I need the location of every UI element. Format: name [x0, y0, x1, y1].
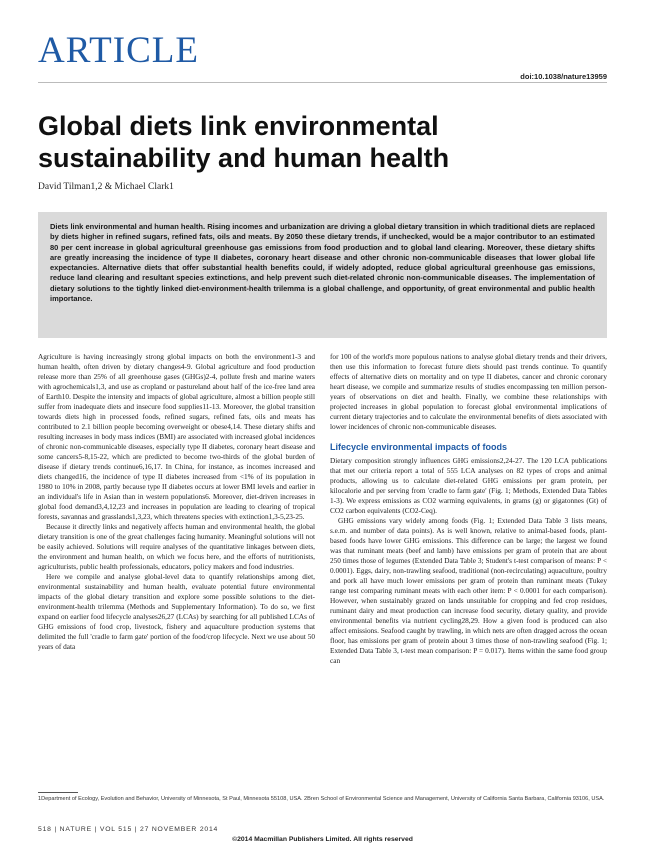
body-paragraph: Dietary composition strongly influences GHG emissions2,24-27. The 120 LCA publications that met our criteria report a total of 555 LCA analyses on 82 types of crops and animal products, allowing us to calculate diet-related GHG emissions per gram protein, per kilocalorie and per serving from 'cradle to farm gate' (Fig. 1; Methods, Extended Data Tables 1-3). We express emissions as CO2 warming equivalents, in grams (g) or gigatonnes (Gt) of CO2 carbon equivalents (CO2-Ceq). [330, 456, 607, 515]
affiliations-footnote: 1Department of Ecology, Evolution and Behavior, University of Minnesota, St Paul, Minnesota 55108, USA. 2Bren School of Environmental Science and Management, University of California Santa Barbara, California 93106, USA. [38, 796, 605, 802]
body-paragraph: Here we compile and analyse global-level data to quantify relationships among diet, environmental sustainability and human health, evaluate potential future environmental impacts of the global dietary transition and explore some possible solutions to the diet-environment-health trilemma (Methods and Supplementary Information). To do so, we first expand on earlier food lifecycle analyses26,27 (LCAs) by searching for all published LCAs of GHG emissions of food crop, livestock, fishery and aquaculture production systems that delimited the full 'cradle to farm gate' portion of the food/crop lifecycle. Next we use about 50 years of data [38, 572, 315, 651]
body-paragraph: Agriculture is having increasingly strong global impacts on both the environment1-3 and human health, often driven by dietary changes4-9. Global agriculture and food production release more than 25% of all greenhouse gases (GHGs)2-4, pollute fresh and marine waters with agrochemicals1,3, and use as cropland or pastureland about half of the ice-free land area of Earth10. Despite the intensity and impacts of global agriculture, almost a billion people still suffer from inadequate diets and insecure food supplies11-13. Moreover, the global transition towards diets high in processed foods, refined sugars, refined fats, oils and meats has contributed to 2.1 billion people becoming overweight or obese4,14. These dietary shifts and resulting increases in body mass indices (BMI) are associated with increased global incidences of chronic non-communicable diseases, especially type II diabetes, coronary heart disease and some cancers5-8,15-22, which are predicted to become two-thirds of the global burden of disease if dietary trends continue6,16,17. In China, for instance, as incomes increased and diets changed16, the incidence of type II diabetes increased from <1% of its population in 1980 to 10% in 2008, partly because type II diabetes occurs at lower BMI levels and earlier in an individual's life in Asian than in western populations6. Moreover, diet-driven increases in global food demand3,4,12,23 and increases in population are leading to clearing of tropical forests, savannas and grasslands1,3,23, which threatens species with extinction1,3-5,23-25. [38, 352, 315, 521]
copyright-notice: ©2014 Macmillan Publishers Limited. All rights reserved [232, 836, 413, 843]
body-paragraph: GHG emissions vary widely among foods (Fig. 1; Extended Data Table 3 lists means, s.e.m. and number of data points). As is well known, relative to animal-based foods, plant-based foods have lower GHG emissions. This difference can be large; the largest we found was that ruminant meats (beef and lamb) have emissions per gram of protein that are about 250 times those of legumes (Extended Data Table 3; Student's t-test comparison of means: P < 0.0001). Eggs, dairy, non-trawling seafood, traditional (non-recirculating) aquaculture, poultry and pork all have much lower emissions per gram of protein than ruminant meats (Tukey range test comparing ruminant meats with each other item: P < 0.0001 for each comparison). However, when sustainably grazed on lands unsuitable for cropping and fed crop residues, ruminant dairy and meat production can increase food security, dietary quality, and provide environmental benefits via nutrient cycling28,29. How a given food is produced can also affect emissions. Seafood caught by trawling, in which nets are often dragged across the ocean floor, has emissions per gram of protein about 3 times those of non-trawling seafood (Fig. 1; Extended Data Table 3, t-test mean comparison: P = 0.017). Items within the same food group can [330, 516, 607, 665]
body-paragraph: Because it directly links and negatively affects human and environmental health, the global dietary transition is one of the great challenges facing humanity. Meaningful solutions will not be easily achieved. Solutions will require analyses of the quantitative linkages between diets, the environment and human health, on which we focus here, and the efforts of nutritionists, agriculturists, public health professionals, educators, policy makers and food industries. [38, 522, 315, 571]
abstract-text: Diets link environmental and human health. Rising incomes and urbanization are driving a global dietary transition in which traditional diets are replaced by diets higher in refined sugars, refined fats, oils and meats. By 2050 these dietary trends, if unchecked, would be a major contributor to an estimated 80 per cent increase in global agricultural greenhouse gas emissions from food production and to global land clearing. Moreover, these dietary shifts are greatly increasing the incidence of type II diabetes, coronary heart disease and other chronic non-communicable diseases that lower global life expectancies. Alternative diets that offer substantial health benefits could, if widely adopted, reduce global agricultural greenhouse gas emissions, reduce land clearing and resultant species extinctions, and help prevent such diet-related chronic non-communicable diseases. The implementation of dietary solutions to the tightly linked diet-environment-health trilemma is a global challenge, and opportunity, of great environmental and public health importance. [50, 222, 595, 304]
article-title: Global diets link environmental sustainability and human health [38, 111, 450, 173]
abstract-box [38, 212, 607, 338]
header-divider [38, 82, 607, 83]
body-paragraph: for 100 of the world's more populous nations to analyse global dietary trends and their drivers, then use this information to forecast future diets should past trends continue. To quantify effects of alternative diets on mortality and on type II diabetes, cancer and chronic coronary heart disease, we compile and summarize results of studies encompassing ten million person-years of observations on diet and health. Finally, we combine these relationships with projected increases in global population to forecast global environmental implications of current dietary trajectories and to calculate the environmental benefits of diets associated with lower incidences of chronic non-communicable diseases. [330, 352, 607, 431]
right-column [330, 352, 607, 666]
footnote-divider [38, 792, 78, 793]
article-banner: ARTICLE [38, 30, 199, 71]
page-footer: 518 | NATURE | VOL 515 | 27 NOVEMBER 2014 [38, 826, 219, 833]
doi-link[interactable]: doi:10.1038/nature13959 [520, 72, 607, 81]
left-column [38, 352, 315, 652]
authors: David Tilman1,2 & Michael Clark1 [38, 182, 174, 192]
section-heading: Lifecycle environmental impacts of foods [330, 442, 508, 452]
